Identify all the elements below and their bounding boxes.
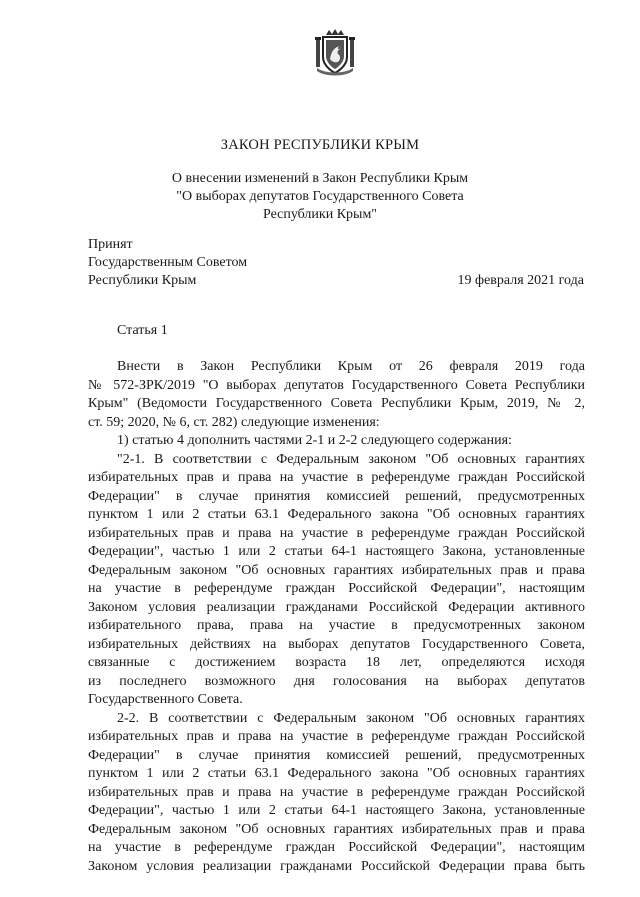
- adoption-date: 19 февраля 2021 года: [457, 273, 584, 288]
- article-body: [88, 358, 585, 876]
- body-line: пунктом 1 или 2 статьи 63.1 Федерального закона "Об основных гарантиях: [88, 766, 585, 781]
- body-line: избирательных прав и права на участие в референдуме граждан Российской: [88, 525, 585, 541]
- body-line: избирательных прав и права на участие в референдуме граждан Российской: [88, 470, 585, 485]
- body-line: избирательных прав и права на участие в референдуме граждан Российской: [88, 729, 585, 744]
- body-line: Федерации", частью 1 или 2 статьи 64-1 настоящего Закона, установленные: [88, 803, 585, 818]
- body-line: Законом условия реализации гражданами Российской Федерации активного: [88, 599, 585, 615]
- body-line: Федеральным законом "Об основных гарантиях избирательных прав и права: [88, 562, 585, 578]
- body-line: избирательного права, права на участие в предусмотренных законом: [88, 618, 585, 633]
- body-line: Федеральным законом "Об основных гарантиях избирательных прав и права: [88, 821, 585, 837]
- body-line: Федерации" в случае принятия комиссией решений, предусмотренных: [88, 488, 585, 504]
- body-line: ст. 59; 2020, № 6, ст. 282) следующие изменения:: [88, 414, 380, 430]
- adoption-block: [88, 236, 247, 290]
- body-line: Федерации", частью 1 или 2 статьи 64-1 настоящего Закона, установленные: [88, 544, 585, 559]
- body-line: на участие в референдуме граждан Российской Федерации", настоящим: [88, 840, 585, 855]
- subtitle-line: О внесении изменений в Закон Республики Крым: [171, 171, 469, 186]
- body-line: избирательных прав и права на участие в референдуме граждан Российской: [88, 784, 585, 800]
- body-line: 2-2. В соответствии с Федеральным законом "Об основных гарантиях: [117, 710, 585, 726]
- law-subtitle: [0, 170, 640, 224]
- body-line: № 572-ЗРК/2019 "О выборах депутатов Государственного Совета Республики: [88, 377, 585, 393]
- body-line: Федерации" в случае принятия комиссией решений, предусмотренных: [88, 747, 585, 763]
- adoption-line: Принят: [88, 237, 133, 252]
- body-line: Крым" (Ведомости Государственного Совета Республики Крым, 2019, № 2,: [88, 396, 585, 411]
- body-line: Законом условия реализации гражданами Российской Федерации права быть: [88, 858, 585, 874]
- body-line: Внести в Закон Республики Крым от 26 февраля 2019 года: [117, 359, 585, 374]
- adoption-line: Государственным Советом: [88, 255, 248, 270]
- subtitle-line: Республики Крым": [262, 207, 378, 222]
- body-line: из последнего возможного дня голосования на выборах депутатов: [88, 673, 585, 689]
- crimea-coat-of-arms-icon: [313, 27, 357, 77]
- adoption-line: Республики Крым: [88, 273, 197, 288]
- page-title: ЗАКОН РЕСПУБЛИКИ КРЫМ: [220, 137, 420, 153]
- body-line: на участие в референдуме граждан Российской Федерации", настоящим: [88, 581, 585, 596]
- body-line: Государственного Совета.: [88, 692, 243, 707]
- body-line: "2-1. В соответствии с Федеральным законом "Об основных гарантиях: [117, 451, 585, 467]
- subtitle-line: "О выборах депутатов Государственного Совета: [176, 189, 464, 204]
- body-line: пунктом 1 или 2 статьи 63.1 Федерального закона "Об основных гарантиях: [88, 507, 585, 522]
- body-line: 1) статью 4 дополнить частями 2-1 и 2-2 следующего содержания:: [117, 433, 512, 448]
- article-heading: Статья 1: [117, 323, 168, 338]
- body-line: связанные с достижением возраста 18 лет, определяются исходя: [88, 655, 585, 670]
- body-line: избирательных действиях на выборах депутатов Государственного Совета,: [88, 636, 585, 652]
